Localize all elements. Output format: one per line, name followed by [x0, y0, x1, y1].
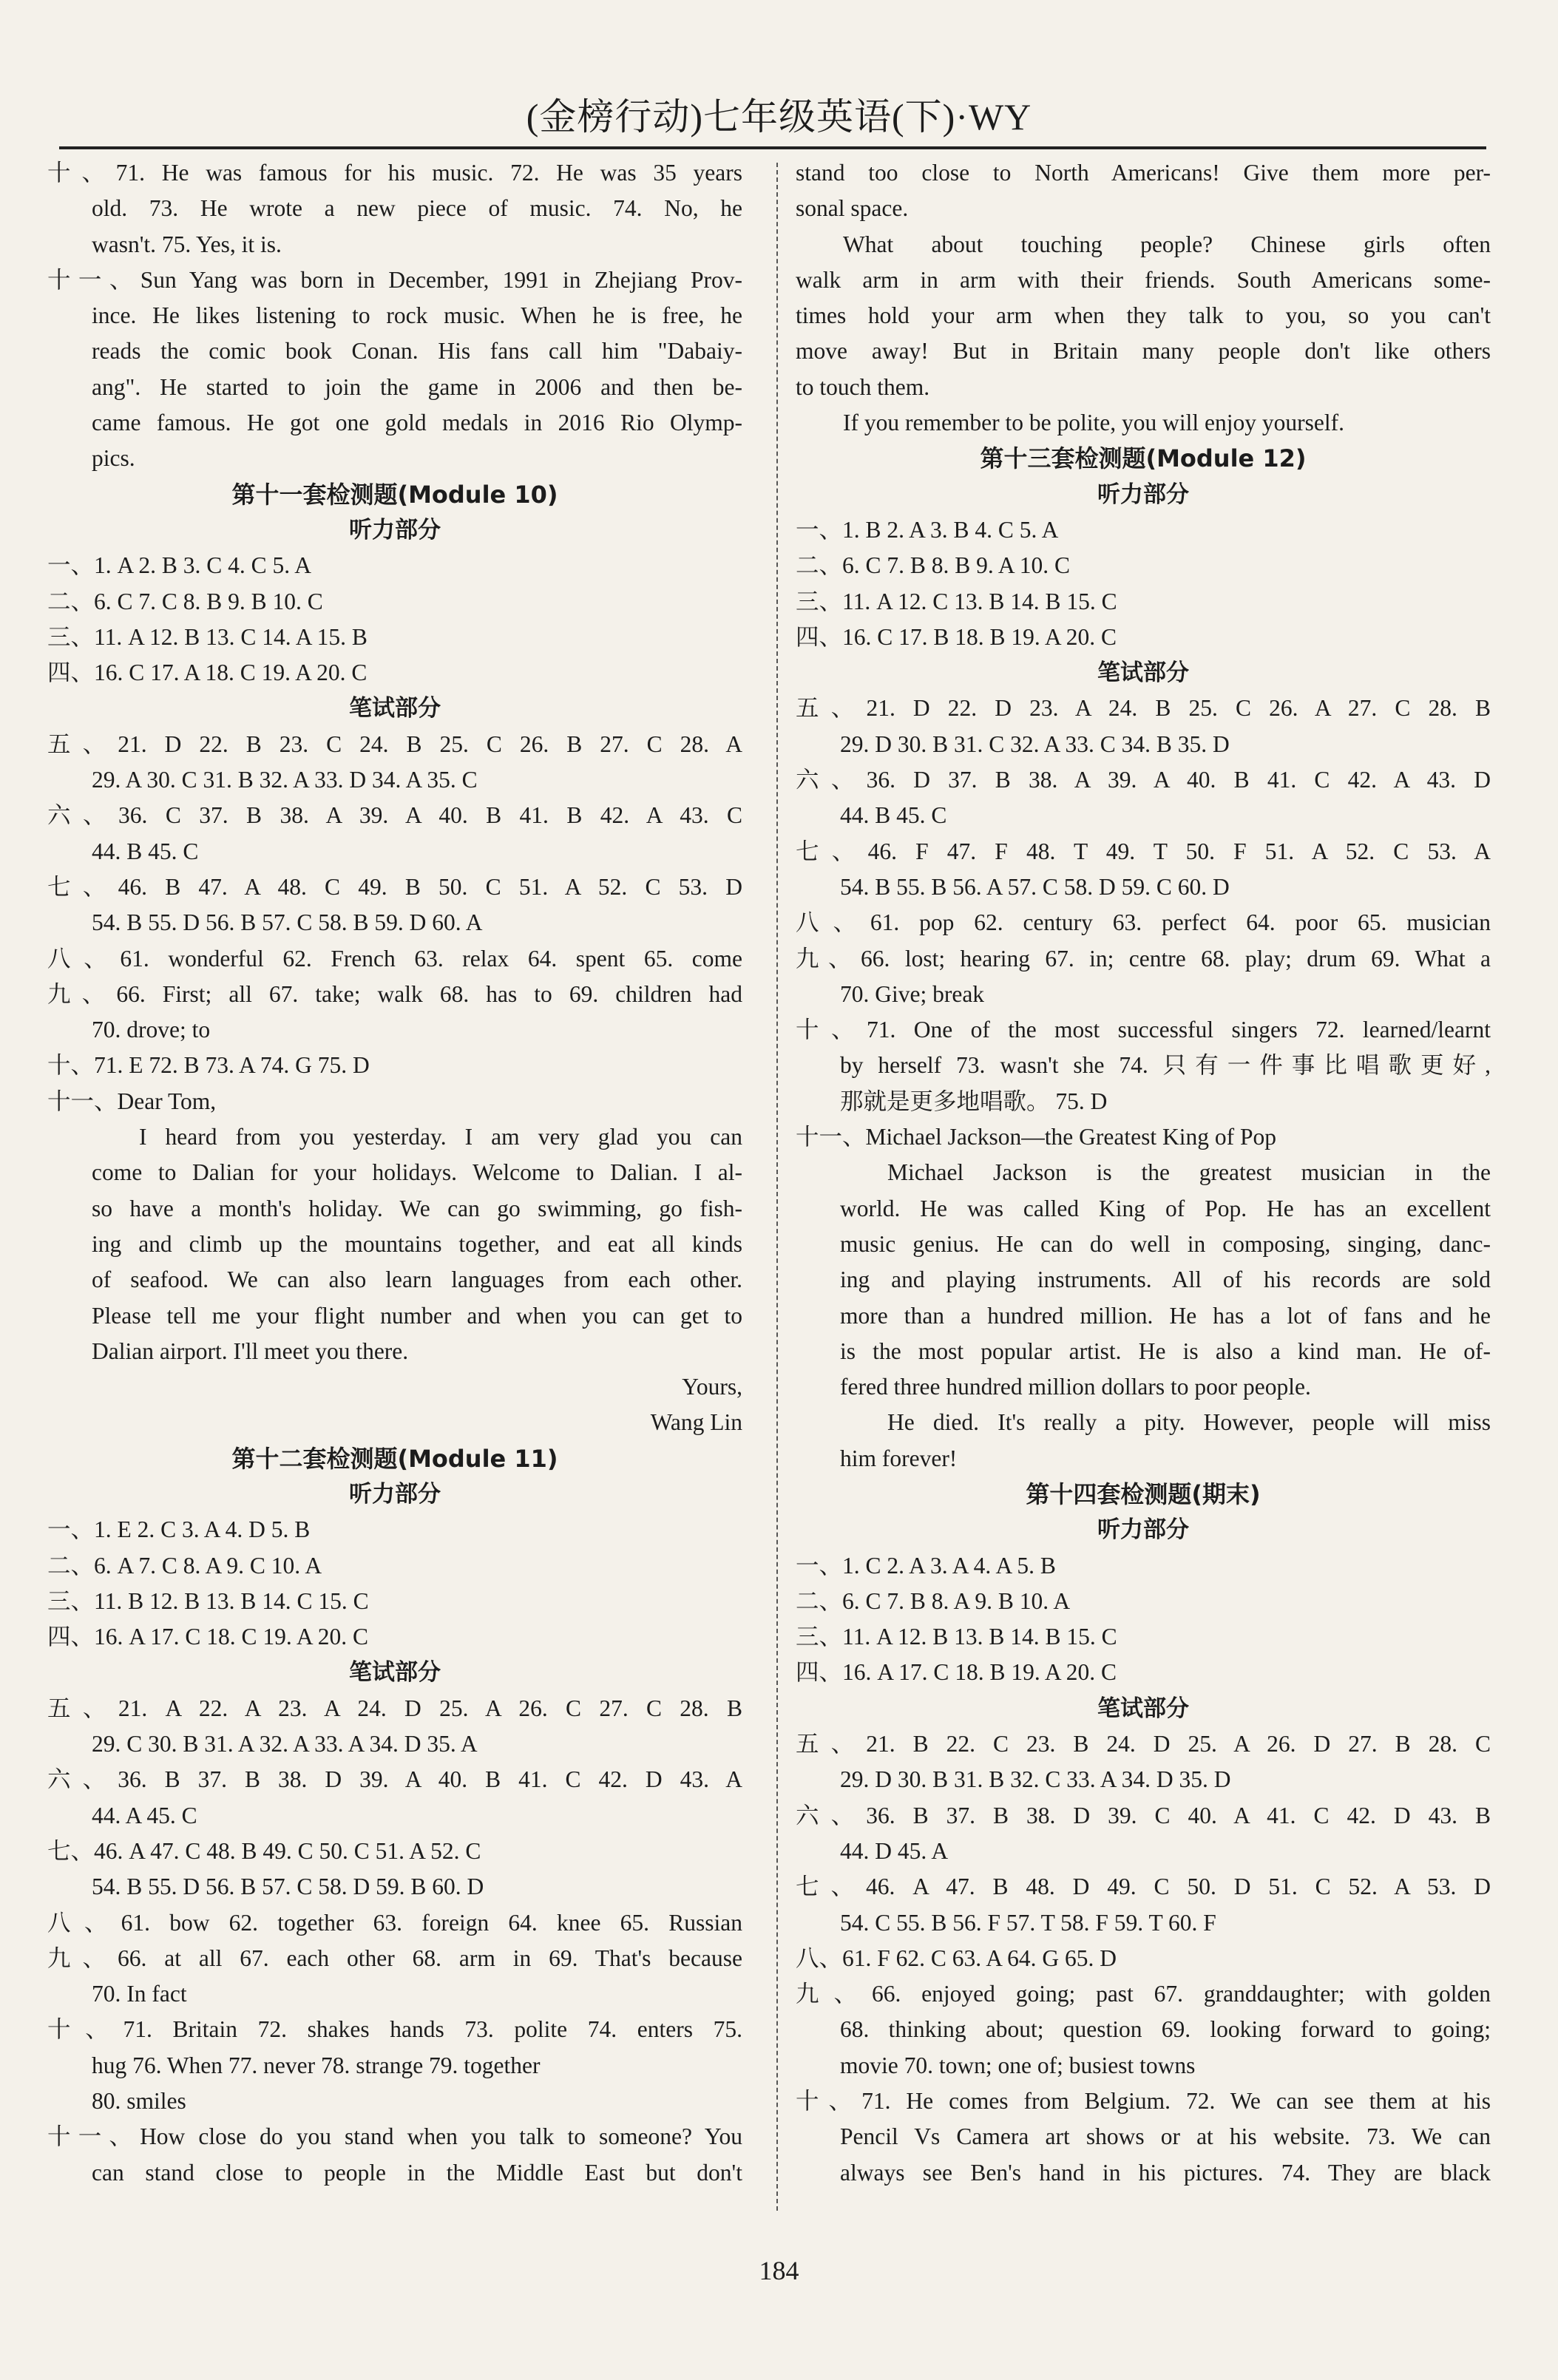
essay-line: more than a hundred million. He has a lot of fans and he	[840, 1302, 1491, 1329]
answer-line: 九、66. First; all 67. take; walk 68. has to 69. children had	[47, 980, 742, 1007]
answer-line: 十一、Sun Yang was born in December, 1991 in Zhejiang Prov-	[47, 266, 742, 293]
text-line: stand too close to North Americans! Give them more per-	[796, 160, 1491, 186]
letter-line: come to Dalian for your holidays. Welcome to Dalian. I al-	[92, 1159, 742, 1186]
answer-line: 八、61. wonderful 62. French 63. relax 64. spent 65. come	[47, 945, 742, 972]
answer-line: by herself 73. wasn't she 74. 只有一件事比唱歌更好,	[840, 1052, 1491, 1079]
answer-line: 44. A 45. C	[92, 1802, 197, 1828]
answer-line: 29. D 30. B 31. C 32. A 33. C 34. B 35. D	[840, 730, 1230, 757]
answer-line: 二、6. C 7. B 8. B 9. A 10. C	[796, 552, 1071, 579]
answer-line: 一、1. E 2. C 3. A 4. D 5. B	[47, 1516, 311, 1543]
letter-line: I heard from you yesterday. I am very glad you can	[139, 1124, 742, 1150]
header-rule	[59, 146, 1486, 149]
answer-line: 六、36. B 37. B 38. D 39. C 40. A 41. C 42. D 43. B	[796, 1802, 1491, 1828]
essay-line: He died. It's really a pity. However, people will miss	[887, 1409, 1491, 1436]
answer-line: 三、11. A 12. B 13. B 14. B 15. C	[796, 1624, 1117, 1650]
answer-line: 十一、How close do you stand when you talk to someone? You	[47, 2123, 742, 2150]
answer-line: 70. Give; break	[840, 980, 985, 1007]
section-title: 第十四套检测题(期末)	[1026, 1479, 1261, 1508]
answer-line: 二、6. C 7. B 8. A 9. B 10. A	[796, 1587, 1071, 1614]
text-line: to touch them.	[796, 373, 930, 400]
answer-line: 十、71. One of the most successful singers 72. learned/learnt	[796, 1017, 1491, 1043]
answer-line: 一、1. A 2. B 3. C 4. C 5. A	[47, 552, 312, 579]
answer-line: 十、71. Britain 72. shakes hands 73. polite 74. enters 75.	[47, 2016, 742, 2043]
answer-line: wasn't. 75. Yes, it is.	[92, 231, 282, 257]
letter-line: of seafood. We can also learn languages from each other.	[92, 1267, 742, 1293]
answer-line: 54. B 55. D 56. B 57. C 58. B 59. D 60. A	[92, 909, 483, 936]
subsection-title: 笔试部分	[1097, 660, 1189, 687]
answer-line: 五、21. A 22. A 23. A 24. D 25. A 26. C 27. C 28. B	[47, 1695, 742, 1721]
answer-line: 五、21. D 22. B 23. C 24. B 25. C 26. B 27. C 28. A	[47, 730, 742, 757]
answer-line: 三、11. A 12. C 13. B 14. B 15. C	[796, 588, 1117, 614]
answer-line: 54. B 55. B 56. A 57. C 58. D 59. C 60. D	[840, 873, 1230, 900]
essay-line: fered three hundred million dollars to poor people.	[840, 1374, 1311, 1400]
text-line: sonal space.	[796, 195, 909, 222]
answer-line: 70. In fact	[92, 1981, 187, 2007]
answer-line: 九、66. at all 67. each other 68. arm in 69. That's because	[47, 1945, 742, 1971]
answer-line: 三、11. A 12. B 13. C 14. A 15. B	[47, 623, 368, 650]
answer-line: 十、71. He comes from Belgium. 72. We can see them at his	[796, 2088, 1491, 2115]
answer-line: 八、61. pop 62. century 63. perfect 64. poor 65. musician	[796, 909, 1491, 936]
answer-line: 29. C 30. B 31. A 32. A 33. A 34. D 35. A	[92, 1731, 478, 1757]
column-divider	[776, 163, 778, 2211]
answer-line: 80. smiles	[92, 2088, 186, 2115]
answer-line: 十、71. He was famous for his music. 72. He was 35 years	[47, 160, 742, 186]
text-line: walk arm in arm with their friends. South Americans some-	[796, 266, 1491, 293]
answer-line: 五、21. D 22. D 23. A 24. B 25. C 26. A 27. C 28. B	[796, 695, 1491, 722]
subsection-title: 听力部分	[349, 516, 441, 543]
answer-line: hug 76. When 77. never 78. strange 79. together	[92, 2052, 541, 2078]
answer-line: 54. C 55. B 56. F 57. T 58. F 59. T 60. F	[840, 1909, 1216, 1936]
answer-line: 九、66. enjoyed going; past 67. granddaughter; with golden	[796, 1981, 1491, 2007]
page-header-title: (金榜行动)七年级英语(下)·WY	[526, 96, 1032, 138]
answer-line: 68. thinking about; question 69. looking forward to going;	[840, 2016, 1491, 2043]
answer-line: 54. B 55. D 56. B 57. C 58. D 59. B 60. D	[92, 1874, 484, 1900]
answer-line: 八、61. F 62. C 63. A 64. G 65. D	[796, 1945, 1117, 1971]
answer-line: 七、46. A 47. B 48. D 49. C 50. D 51. C 52. A 53. D	[796, 1874, 1491, 1900]
text-line: What about touching people? Chinese girls often	[843, 231, 1491, 257]
subsection-title: 笔试部分	[349, 1659, 441, 1686]
text-line: times hold your arm when they talk to you, so you can't	[796, 302, 1491, 329]
answer-line: pics.	[92, 445, 135, 472]
answer-line: 六、36. D 37. B 38. A 39. A 40. B 41. C 42. A 43. D	[796, 767, 1491, 793]
letter-line: ing and climb up the mountains together, and eat all kinds	[92, 1230, 742, 1257]
answer-line: 二、6. C 7. C 8. B 9. B 10. C	[47, 588, 323, 614]
section-title: 第十一套检测题(Module 10)	[231, 480, 558, 509]
answer-line: 70. drove; to	[92, 1017, 211, 1043]
letter-line: so have a month's holiday. We can go swimming, go fish-	[92, 1195, 742, 1221]
answer-line: 44. B 45. C	[92, 838, 199, 864]
letter-line: Dalian airport. I'll meet you there.	[92, 1338, 409, 1364]
left-column	[47, 155, 742, 2191]
essay-line: him forever!	[840, 1445, 958, 1471]
answer-line: 一、1. C 2. A 3. A 4. A 5. B	[796, 1552, 1056, 1579]
essay-line: music genius. He can do well in composing, singing, danc-	[840, 1230, 1491, 1257]
essay-line: is the most popular artist. He is also a kind man. He of-	[840, 1338, 1491, 1364]
answer-line: ince. He likes listening to rock music. When he is free, he	[92, 302, 742, 329]
answer-line: 二、6. A 7. C 8. A 9. C 10. A	[47, 1552, 322, 1579]
answer-line: reads the comic book Conan. His fans call him "Dabaiy-	[92, 338, 742, 365]
answer-line: 四、16. C 17. A 18. C 19. A 20. C	[47, 660, 368, 686]
subsection-title: 听力部分	[1097, 481, 1189, 508]
subsection-title: 笔试部分	[1097, 1695, 1189, 1722]
answer-line: 五、21. B 22. C 23. B 24. D 25. A 26. D 27. B 28. C	[796, 1731, 1491, 1757]
answer-line: 四、16. C 17. B 18. B 19. A 20. C	[796, 623, 1117, 650]
letter-line: Please tell me your flight number and when you can get to	[92, 1302, 742, 1329]
subsection-title: 听力部分	[1097, 1516, 1189, 1544]
answer-line: 四、16. A 17. C 18. B 19. A 20. C	[796, 1659, 1117, 1686]
answer-line: came famous. He got one gold medals in 2016 Rio Olymp-	[92, 410, 742, 436]
answer-line: 八、61. bow 62. together 63. foreign 64. knee 65. Russian	[47, 1909, 742, 1936]
answer-line: 四、16. A 17. C 18. C 19. A 20. C	[47, 1624, 369, 1650]
text-line: If you remember to be polite, you will enjoy yourself.	[843, 410, 1344, 436]
letter-signature: Wang Lin	[650, 1409, 742, 1436]
answer-line: 44. B 45. C	[840, 802, 947, 829]
answer-line: old. 73. He wrote a new piece of music. 74. No, he	[92, 195, 742, 222]
answer-line: 十、71. E 72. B 73. A 74. G 75. D	[47, 1052, 370, 1079]
answer-line: 29. D 30. B 31. B 32. C 33. A 34. D 35. D	[840, 1766, 1231, 1793]
answer-line: 44. D 45. A	[840, 1837, 949, 1864]
answer-line: 六、36. C 37. B 38. A 39. A 40. B 41. B 42. A 43. C	[47, 802, 742, 829]
essay-line: Michael Jackson is the greatest musician in the	[887, 1159, 1491, 1186]
answer-line: movie 70. town; one of; busiest towns	[840, 2052, 1196, 2078]
answer-line: 那就是更多地唱歌。 75. D	[840, 1088, 1108, 1114]
right-column	[796, 155, 1491, 2191]
essay-line: ing and playing instruments. All of his records are sold	[840, 1267, 1491, 1293]
answer-line: 十一、Michael Jackson—the Greatest King of Pop	[796, 1124, 1276, 1150]
essay-line: world. He was called King of Pop. He has an excellent	[840, 1195, 1491, 1221]
section-title: 第十三套检测题(Module 12)	[980, 444, 1307, 473]
answer-line: ang". He started to join the game in 2006 and then be-	[92, 373, 742, 400]
answer-line: Pencil Vs Camera art shows or at his website. 73. We can	[840, 2123, 1491, 2150]
letter-closing: Yours,	[682, 1374, 742, 1400]
text-line: move away! But in Britain many people don't like others	[796, 338, 1491, 365]
answer-line: 三、11. B 12. B 13. B 14. C 15. C	[47, 1587, 369, 1614]
answer-line: always see Ben's hand in his pictures. 74. They are black	[840, 2159, 1491, 2186]
subsection-title: 听力部分	[349, 1480, 441, 1508]
answer-line: 七、46. A 47. C 48. B 49. C 50. C 51. A 52. C	[47, 1837, 481, 1864]
answer-line: 六、36. B 37. B 38. D 39. A 40. B 41. C 42. D 43. A	[47, 1766, 742, 1793]
answer-line: 29. A 30. C 31. B 32. A 33. D 34. A 35. C	[92, 767, 478, 793]
subsection-title: 笔试部分	[349, 695, 441, 722]
answer-line: 一、1. B 2. A 3. B 4. C 5. A	[796, 516, 1059, 543]
answer-line: 七、46. B 47. A 48. C 49. B 50. C 51. A 52. C 53. D	[47, 873, 742, 900]
section-title: 第十二套检测题(Module 11)	[231, 1444, 558, 1473]
answer-line: 九、66. lost; hearing 67. in; centre 68. play; drum 69. What a	[796, 945, 1491, 972]
answer-line: can stand close to people in the Middle East but don't	[92, 2159, 742, 2186]
answer-line: 七、46. F 47. F 48. T 49. T 50. F 51. A 52. C 53. A	[796, 838, 1491, 864]
answer-line: 十一、Dear Tom,	[47, 1088, 217, 1114]
page-number: 184	[759, 2256, 799, 2285]
